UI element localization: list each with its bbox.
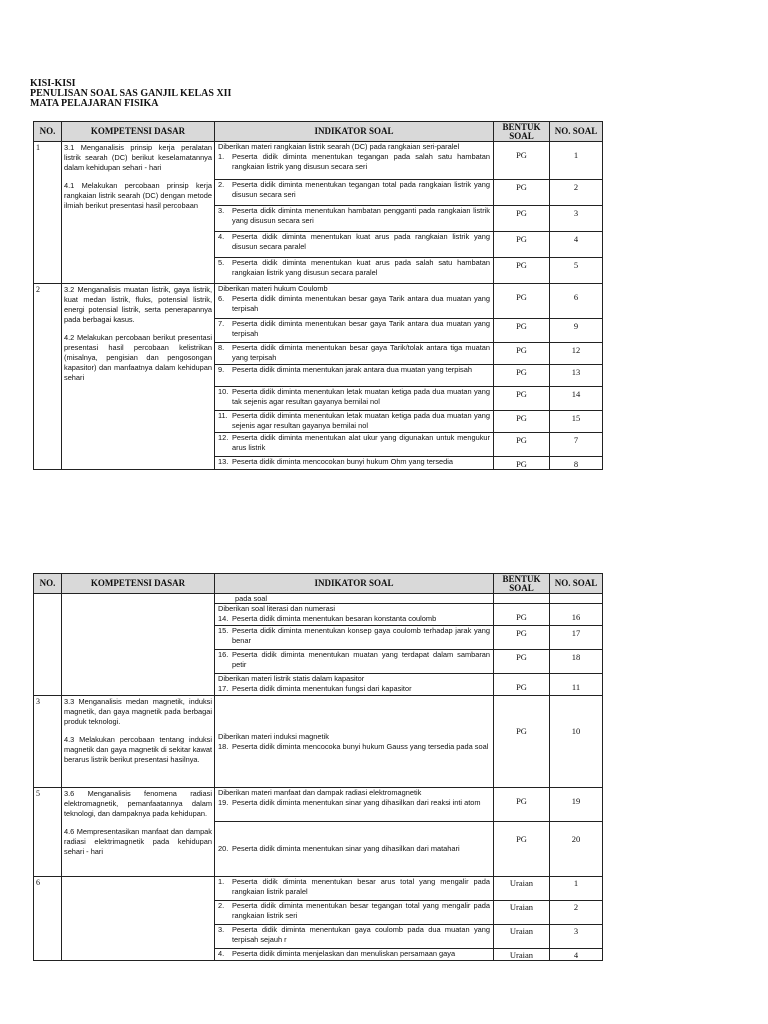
group-number: 2 <box>34 284 62 470</box>
nomor-soal: 17 <box>550 626 603 650</box>
group-number: 6 <box>34 877 62 961</box>
indikator-item <box>218 877 490 897</box>
bentuk-soal: PG <box>494 284 550 319</box>
nomor-soal: 4 <box>550 949 603 961</box>
item-number: 4. <box>218 232 225 241</box>
nomor-soal: 18 <box>550 650 603 674</box>
document-title <box>30 79 231 109</box>
indikator-cell <box>215 650 494 674</box>
kompetensi-dasar-cell <box>62 284 215 470</box>
item-text: Peserta didik diminta menentukan besaran konstanta coulomb <box>232 614 437 623</box>
nomor-soal: 13 <box>550 365 603 387</box>
bentuk-soal: PG <box>494 626 550 650</box>
indikator-cell <box>215 594 494 604</box>
bentuk-soal: Uraian <box>494 901 550 925</box>
indikator-cell <box>215 365 494 387</box>
kisi-kisi-table-2 <box>33 573 603 961</box>
bentuk-soal: PG <box>494 788 550 822</box>
item-text: Peserta didik diminta menentukan muatan yang terdapat dalam sambaran petir <box>232 650 490 669</box>
kompetensi-dasar-cell <box>62 788 215 877</box>
kompetensi-dasar-cell <box>62 696 215 788</box>
title-line: MATA PELAJARAN FISIKA <box>30 98 159 109</box>
table-row <box>34 696 603 788</box>
nomor-soal: 20 <box>550 822 603 877</box>
item-text: Peserta didik diminta menjelaskan dan menuliskan persamaan gaya <box>232 949 456 958</box>
item-text: Peserta didik diminta menentukan gaya coulomb pada dua muatan yang terpisah sejauh r <box>232 925 490 944</box>
indikator-cell <box>215 258 494 284</box>
bentuk-soal: PG <box>494 365 550 387</box>
item-number: 8. <box>218 343 225 352</box>
indikator-cell <box>215 284 494 319</box>
kd-paragraph: 4.3 Melakukan percobaan tentang induksi magnetik dan gaya magnetik di sekitar kawat berarus listrik berikut presentasi hasilnya. <box>64 735 212 764</box>
header-no: NO. <box>34 122 62 142</box>
nomor-soal: 6 <box>550 284 603 319</box>
item-text: Peserta didik diminta menentukan letak muatan ketiga pada dua muatan yang tak sejenis agar resultan gayanya bernilai nol <box>232 387 490 406</box>
bentuk-soal: PG <box>494 650 550 674</box>
indikator-cell <box>215 626 494 650</box>
indikator-item <box>218 294 490 314</box>
indikator-item <box>218 152 490 172</box>
indikator-cell <box>215 387 494 411</box>
item-number: 10. <box>218 387 229 396</box>
indikator-item <box>218 180 490 200</box>
nomor-soal: 2 <box>550 901 603 925</box>
item-number: 9. <box>218 365 225 374</box>
item-number: 2. <box>218 901 225 910</box>
kd-paragraph: 4.2 Melakukan percobaan berikut presentasi presentasi hasil percobaan kelistrikan (misalnya, pengisian dan pengosongan kapasitor) dan manfaatnya dalam kehidupan sehari <box>64 333 212 382</box>
item-number: 1. <box>218 877 225 886</box>
indikator-cell <box>215 604 494 626</box>
table-row <box>34 284 603 319</box>
bentuk-soal: PG <box>494 258 550 284</box>
bentuk-soal: Uraian <box>494 877 550 901</box>
group-number: 3 <box>34 696 62 788</box>
bentuk-soal: PG <box>494 387 550 411</box>
nomor-soal: 2 <box>550 180 603 206</box>
item-text: Peserta didik diminta menentukan kuat arus pada salah satu hambatan rangkaian listrik yang disusun secara paralel <box>232 258 490 277</box>
bentuk-soal: Uraian <box>494 925 550 949</box>
indikator-item <box>218 684 490 694</box>
indikator-item <box>218 258 490 278</box>
indikator-item <box>218 411 490 431</box>
item-text: Peserta didik diminta menentukan tegangan pada salah satu hambatan rangkaian listrik yang disusun secara seri <box>232 152 490 171</box>
indikator-item <box>218 343 490 363</box>
item-number: 3. <box>218 925 225 934</box>
title-line: PENULISAN SOAL SAS GANJIL KELAS XII <box>30 88 232 99</box>
indikator-cell <box>215 142 494 180</box>
nomor-soal: 14 <box>550 387 603 411</box>
indikator-cell <box>215 788 494 822</box>
item-number: 5. <box>218 258 225 267</box>
indikator-item <box>218 650 490 670</box>
item-text: Peserta didik diminta menentukan fungsi dari kapasitor <box>232 684 412 693</box>
bentuk-soal: PG <box>494 411 550 433</box>
nomor-soal: 1 <box>550 142 603 180</box>
item-number: 14. <box>218 614 229 623</box>
bentuk-soal: PG <box>494 319 550 343</box>
header-ind: INDIKATOR SOAL <box>215 122 494 142</box>
table-row <box>34 594 603 604</box>
item-text: Peserta didik diminta menentukan hambatan pengganti pada rangkaian listrik yang disusun secara seri <box>232 206 490 225</box>
bentuk-soal: Uraian <box>494 949 550 961</box>
item-text: Peserta didik diminta menentukan besar tegangan total yang mengalir pada rangkaian listrik seri <box>232 901 490 920</box>
nomor-soal: 4 <box>550 232 603 258</box>
indikator-cell <box>215 949 494 961</box>
bentuk-soal: PG <box>494 433 550 457</box>
indikator-intro: Diberikan materi listrik statis dalam kapasitor <box>218 674 365 683</box>
bentuk-soal: PG <box>494 822 550 877</box>
bentuk-soal: PG <box>494 180 550 206</box>
group-number <box>34 594 62 696</box>
indikator-item <box>218 614 490 624</box>
indikator-item <box>218 844 490 854</box>
nomor-soal: 7 <box>550 433 603 457</box>
bentuk-soal: PG <box>494 232 550 258</box>
nomor-soal: 3 <box>550 206 603 232</box>
indikator-item <box>218 387 490 407</box>
table-row <box>34 788 603 822</box>
indikator-cell <box>215 696 494 788</box>
indikator-item <box>218 365 490 375</box>
kd-paragraph: 3.6 Menganalisis fenomena radiasi elektromagnetik, pemanfaatannya dalam teknologi, dan dampaknya pada kehidupan. <box>64 789 212 818</box>
title-line: KISI-KISI <box>30 78 76 89</box>
bentuk-soal: PG <box>494 142 550 180</box>
item-text-continued: pada soal <box>235 594 268 603</box>
table-row <box>34 877 603 901</box>
kompetensi-dasar-cell <box>62 142 215 284</box>
nomor-soal: 19 <box>550 788 603 822</box>
nomor-soal: 5 <box>550 258 603 284</box>
indikator-cell <box>215 206 494 232</box>
item-number: 7. <box>218 319 225 328</box>
bentuk-soal: PG <box>494 604 550 626</box>
header-kd: KOMPETENSI DASAR <box>62 122 215 142</box>
indikator-cell <box>215 877 494 901</box>
indikator-item <box>218 949 490 959</box>
indikator-cell <box>215 319 494 343</box>
header-ns: NO. SOAL <box>550 574 603 594</box>
indikator-cell <box>215 822 494 877</box>
nomor-soal: 8 <box>550 457 603 470</box>
header-ind: INDIKATOR SOAL <box>215 574 494 594</box>
indikator-item <box>218 232 490 252</box>
indikator-item <box>218 319 490 339</box>
group-number: 1 <box>34 142 62 284</box>
table-row <box>34 142 603 180</box>
item-text: Peserta didik diminta mencocoka bunyi hukum Gauss yang tersedia pada soal <box>232 741 489 751</box>
kd-paragraph: 4.6 Mempresentasikan manfaat dan dampak radiasi elektrimagnetik pada kehidupan sehari - hari <box>64 827 212 856</box>
item-text: Peserta didik diminta menentukan letak muatan ketiga pada dua muatan yang sejenis agar resultan gayanya bernilai nol <box>232 411 490 430</box>
item-text: Peserta didik diminta menentukan jarak antara dua muatan yang terpisah <box>232 365 472 374</box>
item-number: 18. <box>218 741 229 751</box>
bentuk-soal: PG <box>494 674 550 696</box>
item-number: 4. <box>218 949 225 958</box>
indikator-cell <box>215 433 494 457</box>
item-number: 16. <box>218 650 229 659</box>
indikator-intro: Diberikan materi rangkaian listrik searah (DC) pada rangkaian seri-paralel <box>218 142 460 151</box>
nomor-soal: 3 <box>550 925 603 949</box>
nomor-soal <box>550 594 603 604</box>
kd-paragraph: 3.3 Menganalisis medan magnetik, induksi magnetik, dan gaya magnetik pada berbagai produk teknologi. <box>64 697 212 726</box>
indikator-item <box>218 901 490 921</box>
indikator-intro: Diberikan materi induksi magnetik <box>218 731 329 741</box>
indikator-intro: Diberikan materi manfaat dan dampak radiasi elektromagnetik <box>218 788 422 797</box>
kd-paragraph: 3.1 Menganalisis prinsip kerja peralatan listrik searah (DC) berikut keselamatannya dalam kehidupan sehari - hari <box>64 143 212 172</box>
nomor-soal: 12 <box>550 343 603 365</box>
header-no: NO. <box>34 574 62 594</box>
indikator-cell <box>215 457 494 470</box>
indikator-item <box>218 433 490 453</box>
indikator-cell <box>215 925 494 949</box>
item-text: Peserta didik diminta menentukan besar gaya Tarik antara dua muatan yang terpisah <box>232 294 490 313</box>
header-kd: KOMPETENSI DASAR <box>62 574 215 594</box>
item-number: 13. <box>218 457 229 466</box>
item-text: Peserta didik diminta menentukan tegangan total pada rangkaian listrik yang disusun secara seri <box>232 180 490 199</box>
item-text: Peserta didik diminta menentukan besar gaya Tarik/tolak antara tiga muatan yang terpisah <box>232 343 490 362</box>
indikator-cell <box>215 343 494 365</box>
item-text: Peserta didik diminta menentukan sinar yang dihasilkan dari matahari <box>232 844 460 853</box>
nomor-soal: 15 <box>550 411 603 433</box>
indikator-intro: Diberikan materi hukum Coulomb <box>218 284 328 293</box>
item-number: 1. <box>218 152 225 161</box>
item-text: Peserta didik diminta mencocokan bunyi hukum Ohm yang tersedia <box>232 457 454 466</box>
kompetensi-dasar-cell <box>62 877 215 961</box>
header-bt: BENTUK SOAL <box>494 122 550 142</box>
nomor-soal: 11 <box>550 674 603 696</box>
indikator-cell <box>215 180 494 206</box>
item-text: Peserta didik diminta menentukan konsep gaya coulomb terhadap jarak yang benar <box>232 626 490 645</box>
item-text: Peserta didik diminta menentukan kuat arus pada rangkaian listrik yang disusun secara paralel <box>232 232 490 251</box>
indikator-cell <box>215 901 494 925</box>
item-text: Peserta didik diminta menentukan besar gaya Tarik antara dua muatan yang terpisah <box>232 319 490 338</box>
item-number: 3. <box>218 206 225 215</box>
indikator-cell <box>215 232 494 258</box>
bentuk-soal: PG <box>494 343 550 365</box>
indikator-item <box>218 457 490 467</box>
item-number: 17. <box>218 684 229 693</box>
kd-paragraph: 3.2 Menganalisis muatan listrik, gaya listrik, kuat medan listrik, fluks, potensial listrik, energi potensial listrik, serta penerapannya pada berbagai kasus. <box>64 285 212 324</box>
item-number: 2. <box>218 180 225 189</box>
nomor-soal: 9 <box>550 319 603 343</box>
header-bt: BENTUK SOAL <box>494 574 550 594</box>
nomor-soal: 10 <box>550 696 603 788</box>
kd-paragraph: 4.1 Melakukan percobaan prinsip kerja rangkaian listrik searah (DC) dengan metode ilmiah berikut presentasi hasil percobaan <box>64 181 212 210</box>
kisi-kisi-table-1 <box>33 121 603 470</box>
indikator-item <box>218 742 490 752</box>
header-ns: NO. SOAL <box>550 122 603 142</box>
kompetensi-dasar-cell <box>62 594 215 696</box>
nomor-soal: 1 <box>550 877 603 901</box>
indikator-item <box>218 206 490 226</box>
bentuk-soal: PG <box>494 206 550 232</box>
bentuk-soal: PG <box>494 696 550 788</box>
item-text: Peserta didik diminta menentukan besar arus total yang mengalir pada rangkaian listrik paralel <box>232 877 490 896</box>
group-number: 5 <box>34 788 62 877</box>
item-number: 6. <box>218 294 225 303</box>
item-number: 20. <box>218 844 229 853</box>
item-number: 19. <box>218 798 229 807</box>
indikator-item <box>218 626 490 646</box>
item-text: Peserta didik diminta menentukan sinar yang dihasilkan dari reaksi inti atom <box>232 798 481 807</box>
nomor-soal: 16 <box>550 604 603 626</box>
item-number: 15. <box>218 626 229 635</box>
item-number: 12. <box>218 433 229 442</box>
bentuk-soal: PG <box>494 457 550 470</box>
indikator-intro: Diberikan soal literasi dan numerasi <box>218 604 336 613</box>
indikator-cell <box>215 674 494 696</box>
indikator-item <box>218 925 490 945</box>
indikator-cell <box>215 411 494 433</box>
indikator-item <box>218 798 490 808</box>
bentuk-soal <box>494 594 550 604</box>
item-number: 11. <box>218 411 228 420</box>
item-text: Peserta didik diminta menentukan alat ukur yang digunakan untuk mengukur arus listrik <box>232 433 490 452</box>
